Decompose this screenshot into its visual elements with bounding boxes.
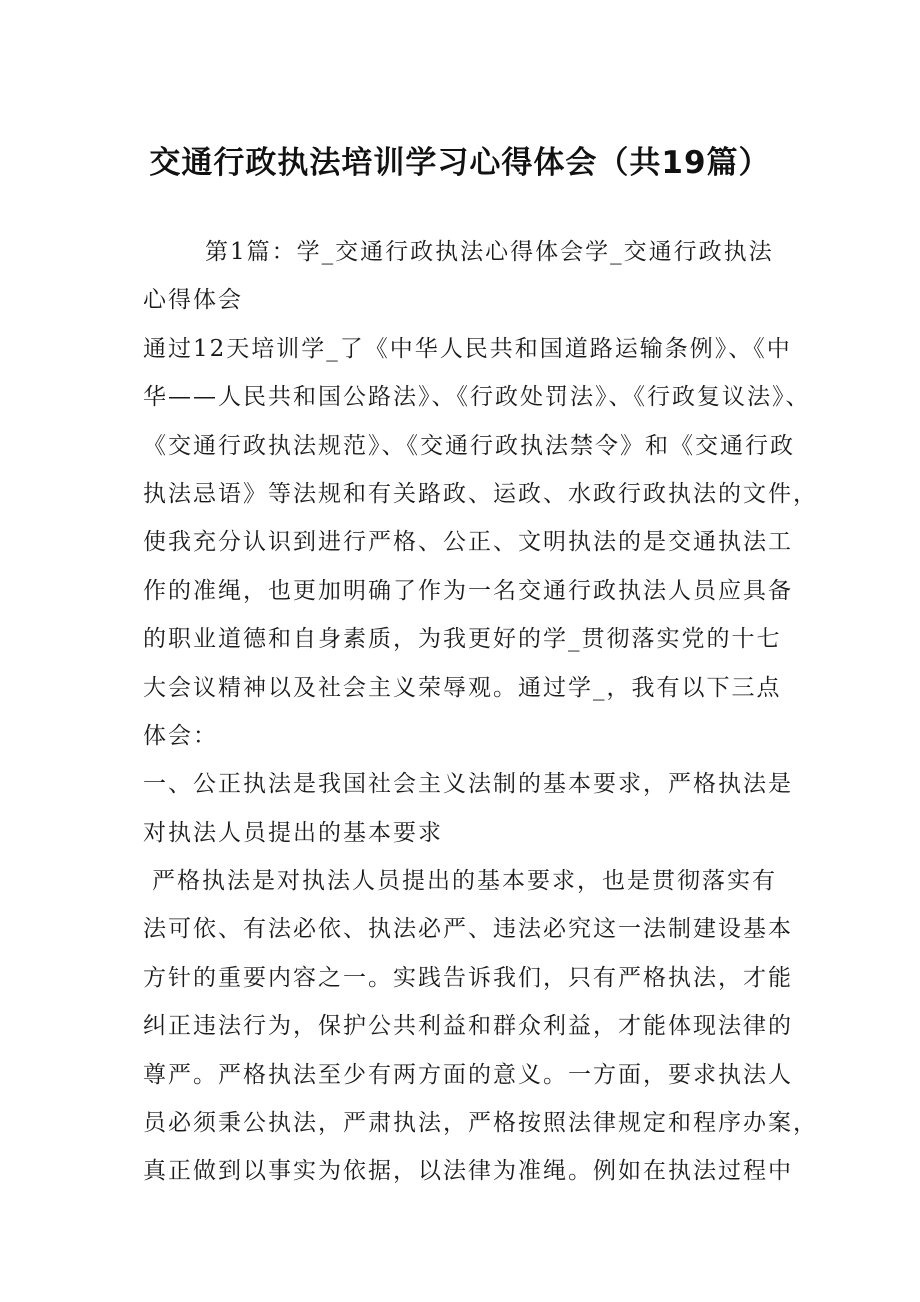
paragraph-line: 执法忌语》等法规和有关路政、运政、水政行政执法的文件， [143, 480, 818, 507]
paragraph-line: 尊严。严格执法至少有两方面的意义。一方面，要求执法人 [143, 1061, 793, 1088]
chapter-heading-line: 心得体会 [143, 287, 243, 314]
paragraph-line: 纠正违法行为，保护公共利益和群众利益，才能体现法律的 [143, 1013, 793, 1040]
paragraph-line: 使我充分认识到进行严格、公正、文明执法的是交通执法工 [143, 529, 793, 556]
paragraph-line: 法可依、有法必依、执法必严、违法必究这一法制建设基本 [143, 916, 793, 943]
chapter-heading-line: 第1篇：学_交通行政执法心得体会学_交通行政执法 [205, 239, 774, 265]
paragraph-line: 《交通行政执法规范》、《交通行政执法禁令》和《交通行政 [143, 432, 795, 459]
paragraph-line: 大会议精神以及社会主义荣辱观。通过学_，我有以下三点 [143, 674, 782, 701]
paragraph-line: 严格执法是对执法人员提出的基本要求，也是贯彻落实有 [152, 868, 777, 895]
paragraph-line: 的职业道德和自身素质，为我更好的学_贯彻落实党的十七 [143, 626, 782, 653]
paragraph-line: 通过12天培训学_了《中华人民共和国道路运输条例》、《中 [143, 335, 792, 362]
section-heading-line: 一、公正执法是我国社会主义法制的基本要求，严格执法是 [143, 771, 793, 798]
document-body [143, 228, 843, 1196]
paragraph-line: 员必须秉公执法，严肃执法，严格按照法律规定和程序办案， [143, 1110, 818, 1137]
paragraph-line: 真正做到以事实为依据，以法律为准绳。例如在执法过程中 [143, 1158, 793, 1185]
section-heading-line: 对执法人员提出的基本要求 [143, 819, 443, 846]
paragraph-line: 作的准绳，也更加明确了作为一名交通行政执法人员应具备 [143, 577, 793, 604]
paragraph-line: 体会： [143, 722, 218, 749]
paragraph-line: 方针的重要内容之一。实践告诉我们，只有严格执法，才能 [143, 964, 793, 991]
paragraph-line: 华——人民共和国公路法》、《行政处罚法》、《行政复议法》、 [143, 384, 811, 411]
document-title: 交通行政执法培训学习心得体会（共19篇） [149, 145, 771, 181]
